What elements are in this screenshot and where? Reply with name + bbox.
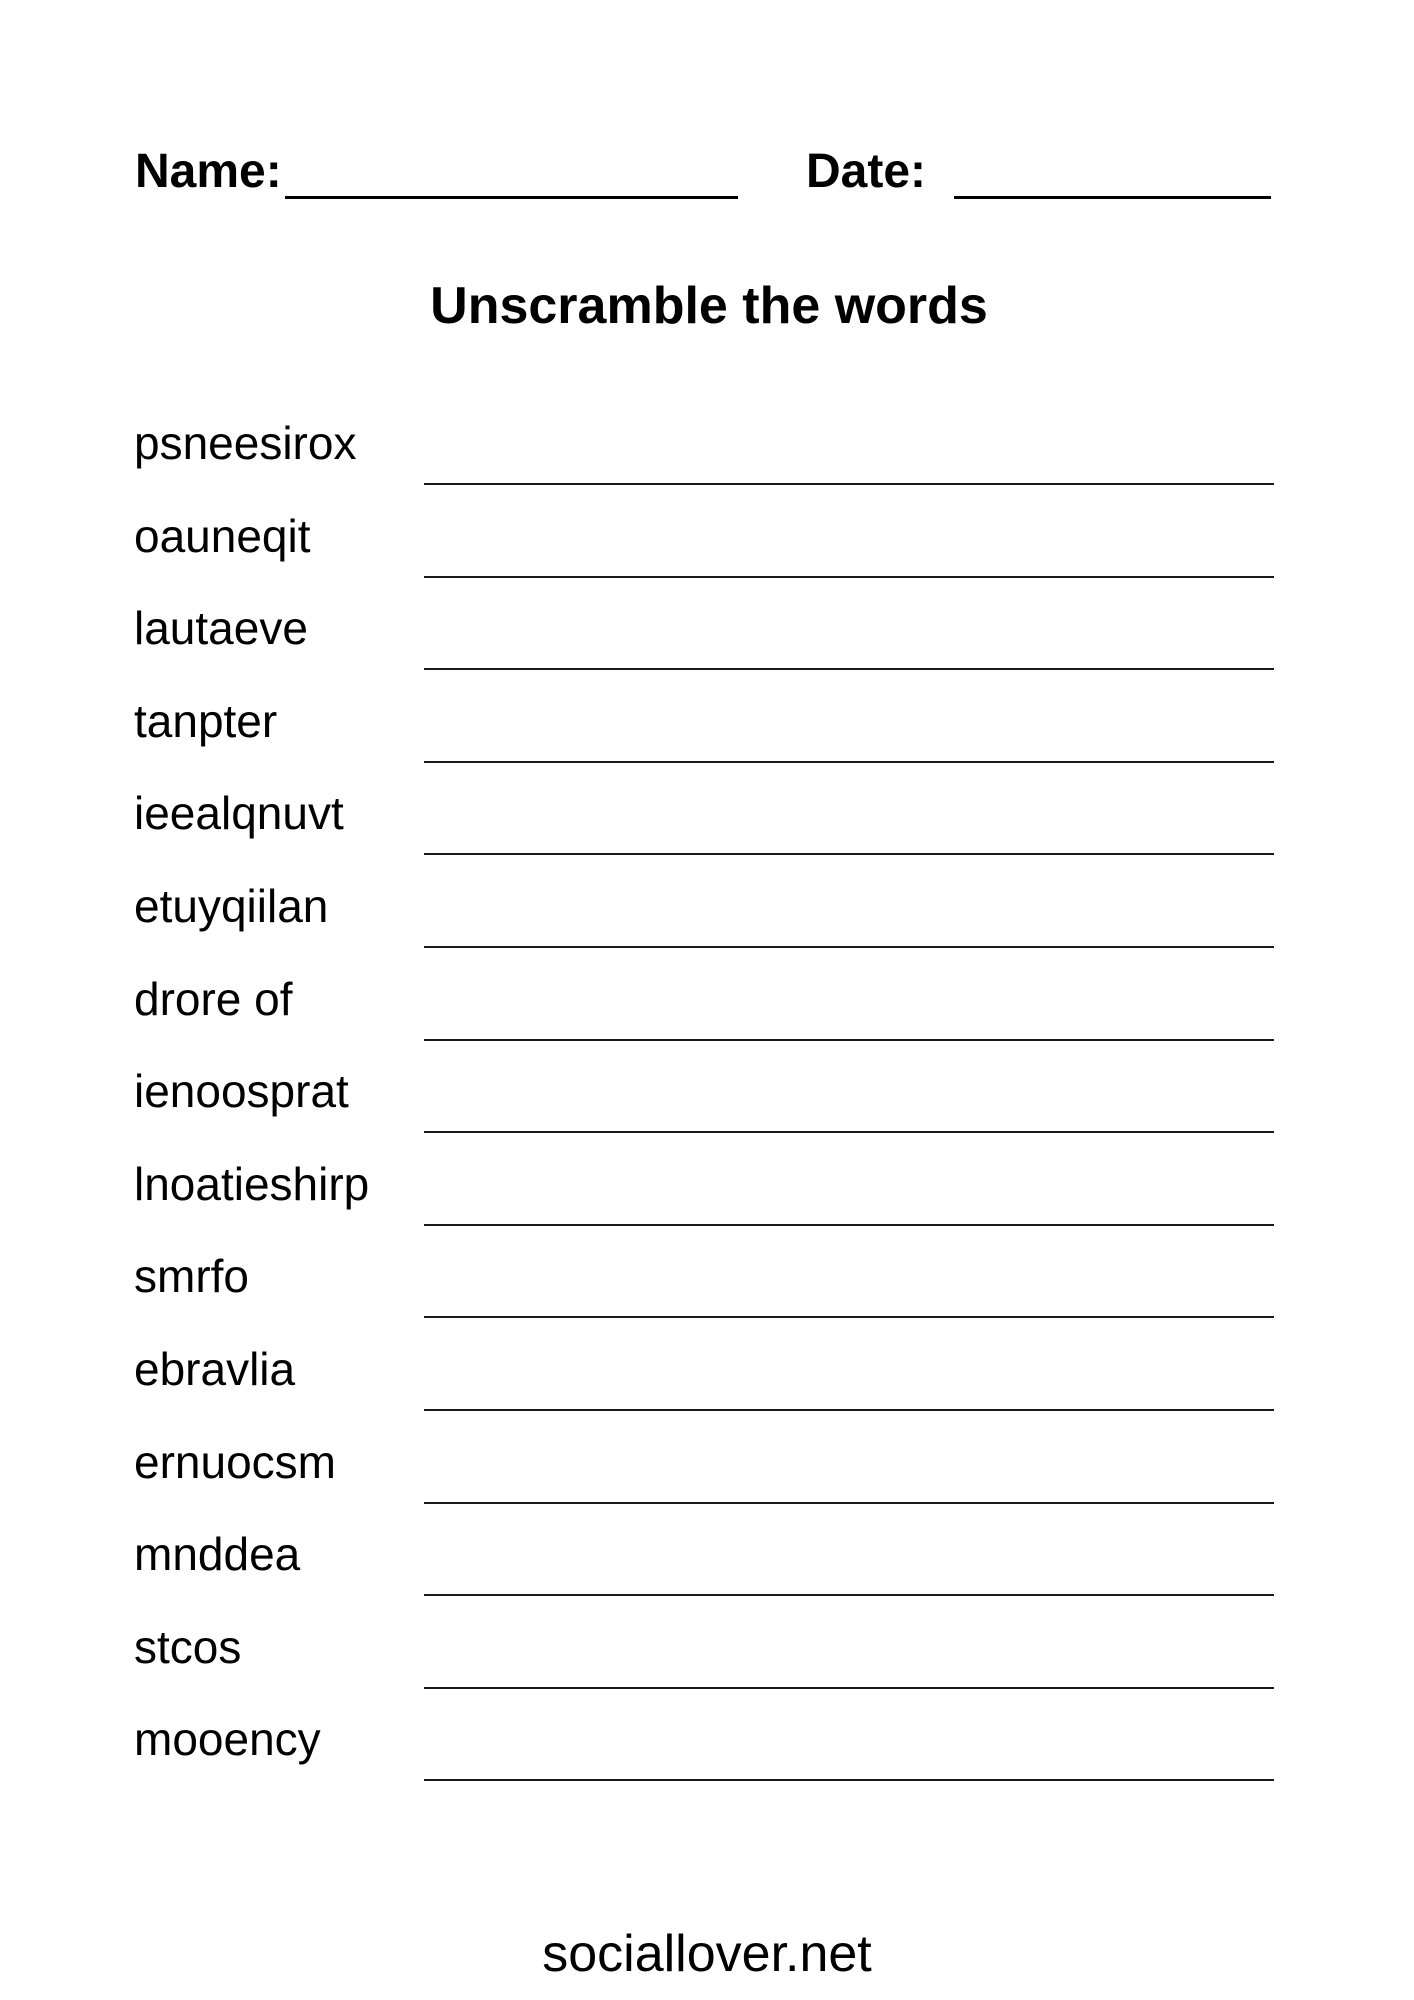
date-field[interactable]: [954, 196, 1271, 199]
scrambled-word: tanpter: [134, 695, 278, 747]
scrambled-word: ebravlia: [134, 1343, 296, 1395]
scrambled-word: lautaeve: [134, 602, 308, 654]
answer-line[interactable]: [424, 1779, 1274, 1781]
name-label: Name:: [135, 145, 282, 198]
scrambled-word: ernuocsm: [134, 1436, 336, 1488]
scrambled-word: ienoosprat: [134, 1065, 349, 1117]
scrambled-word: smrfo: [134, 1250, 249, 1302]
answer-line[interactable]: [424, 1224, 1274, 1226]
answer-line[interactable]: [424, 946, 1274, 948]
answer-line[interactable]: [424, 1687, 1274, 1689]
answer-line[interactable]: [424, 483, 1274, 485]
footer-site-name: sociallover.net: [542, 1925, 872, 1983]
scrambled-word: mooency: [134, 1713, 321, 1765]
scrambled-word: stcos: [134, 1621, 242, 1673]
answer-line[interactable]: [424, 761, 1274, 763]
date-label: Date:: [806, 145, 927, 198]
answer-line[interactable]: [424, 853, 1274, 855]
answer-line[interactable]: [424, 1316, 1274, 1318]
answer-line[interactable]: [424, 1409, 1274, 1411]
scrambled-word: lnoatieshirp: [134, 1158, 370, 1210]
scrambled-word: etuyqiilan: [134, 880, 329, 932]
answer-line[interactable]: [424, 1502, 1274, 1504]
page-title: [0, 277, 1414, 335]
scrambled-word: mnddea: [134, 1528, 301, 1580]
answer-line[interactable]: [424, 1131, 1274, 1133]
scrambled-word: psneesirox: [134, 417, 357, 469]
answer-line[interactable]: [424, 1039, 1274, 1041]
scrambled-word: ieealqnuvt: [134, 787, 344, 839]
answer-line[interactable]: [424, 576, 1274, 578]
name-field[interactable]: [285, 196, 738, 199]
answer-line[interactable]: [424, 668, 1274, 670]
answer-line[interactable]: [424, 1594, 1274, 1596]
scrambled-word: drore of: [134, 973, 293, 1025]
page-title-text: Unscramble the words: [430, 277, 988, 335]
scrambled-word: oauneqit: [134, 510, 311, 562]
